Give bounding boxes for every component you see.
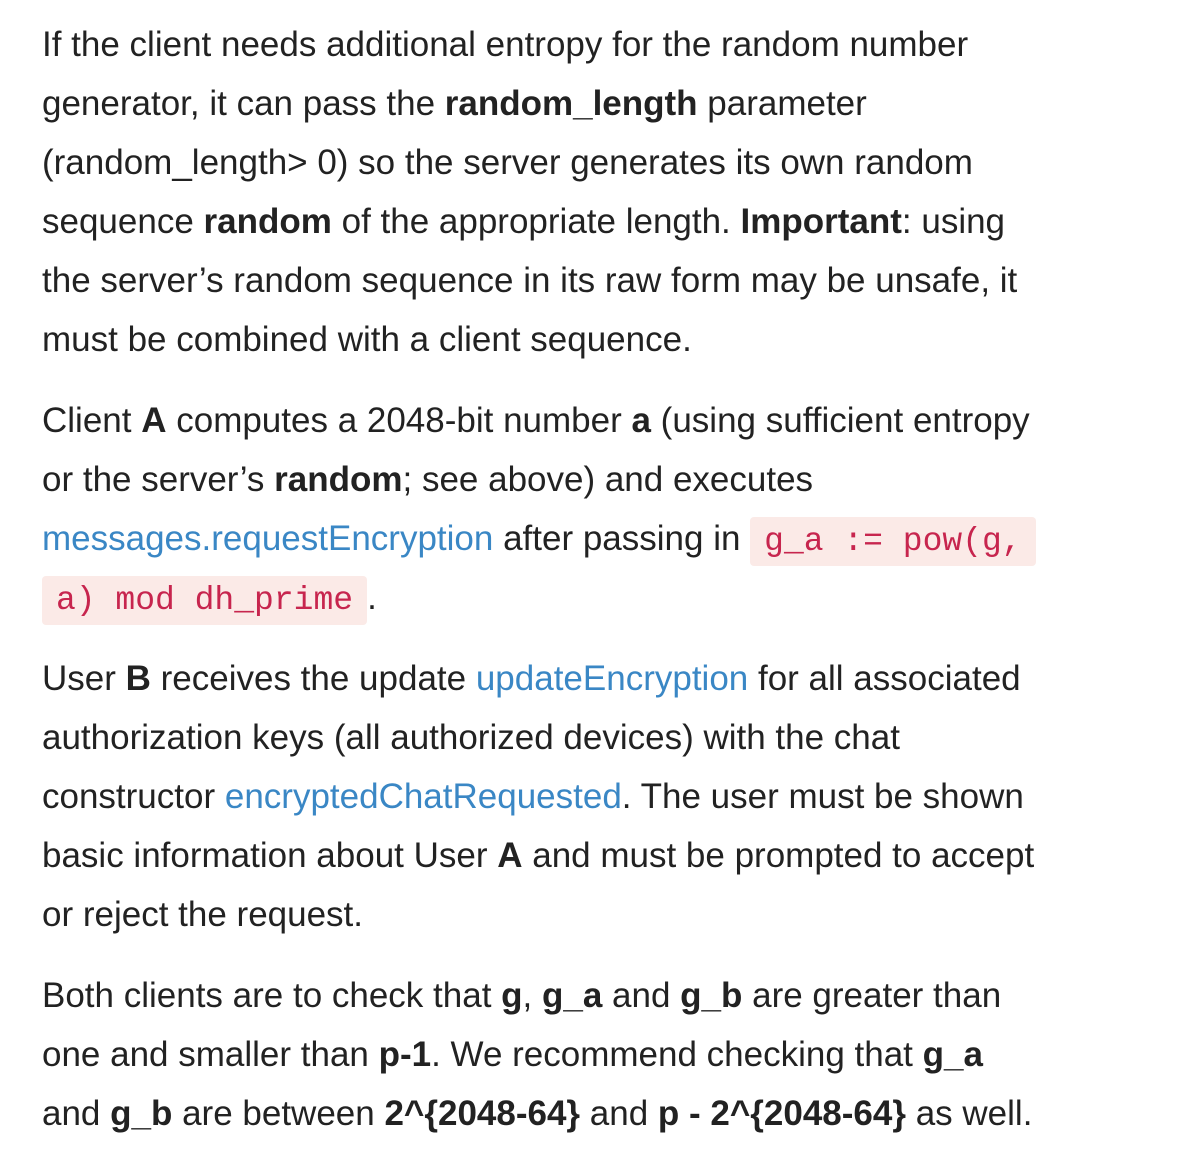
text-run: one and smaller than bbox=[42, 1035, 379, 1074]
bold-server-random: random bbox=[274, 460, 403, 499]
code-g-a-part2: a) mod dh_prime bbox=[42, 576, 367, 625]
text-run: and bbox=[580, 1094, 658, 1133]
text-line bbox=[42, 568, 1182, 627]
text-line bbox=[42, 192, 1182, 251]
link-messages-request-encryption[interactable]: messages.requestEncryption bbox=[42, 519, 494, 558]
code-g-a-part1: g_a := pow(g, bbox=[750, 517, 1035, 566]
bold-client-a: A bbox=[141, 401, 167, 440]
text-line bbox=[42, 649, 1182, 708]
text-line bbox=[42, 826, 1182, 885]
text-line bbox=[42, 708, 1182, 767]
bold-user-b: B bbox=[125, 659, 151, 698]
bold-number-a: a bbox=[631, 401, 651, 440]
text-run: for all associated bbox=[748, 659, 1021, 698]
text-run: authorization keys (all authorized devices) with the chat bbox=[42, 718, 900, 757]
text-line bbox=[42, 310, 1182, 369]
text-run: . We recommend checking that bbox=[431, 1035, 923, 1074]
text-run: basic information about User bbox=[42, 836, 498, 875]
text-run: If the client needs additional entropy for the random number bbox=[42, 25, 969, 64]
paragraph-checks bbox=[42, 966, 1182, 1143]
text-run: : using bbox=[901, 202, 1006, 241]
text-line bbox=[42, 767, 1182, 826]
text-run: (using sufficient entropy bbox=[650, 401, 1030, 440]
link-encrypted-chat-requested[interactable]: encryptedChatRequested bbox=[224, 777, 622, 816]
text-run: parameter bbox=[697, 84, 867, 123]
text-line bbox=[42, 15, 1182, 74]
text-line bbox=[42, 251, 1182, 310]
text-run: receives the update bbox=[150, 659, 476, 698]
text-run: and bbox=[602, 976, 681, 1015]
paragraph-user-b bbox=[42, 649, 1182, 944]
text-run: and bbox=[42, 1094, 111, 1133]
text-line bbox=[42, 133, 1182, 192]
text-run: (random_length> 0) so the server generates its own random bbox=[42, 143, 973, 182]
text-run: ; see above) and executes bbox=[402, 460, 814, 499]
text-run: and must be prompted to accept bbox=[522, 836, 1035, 875]
text-run: Client bbox=[42, 401, 142, 440]
text-run: or reject the request. bbox=[42, 895, 363, 934]
bold-g: g bbox=[501, 976, 523, 1015]
text-line bbox=[42, 450, 1182, 509]
text-line bbox=[42, 1084, 1182, 1143]
text-line bbox=[42, 966, 1182, 1025]
paragraph-client-a bbox=[42, 391, 1182, 627]
document-body bbox=[42, 15, 1182, 1165]
paragraph-random-length bbox=[42, 15, 1182, 369]
text-run: User bbox=[42, 659, 126, 698]
text-run: computes a 2048-bit number bbox=[166, 401, 632, 440]
text-line bbox=[42, 74, 1182, 133]
text-run: are between bbox=[172, 1094, 385, 1133]
bold-important: Important bbox=[740, 202, 902, 241]
bold-random: random bbox=[203, 202, 332, 241]
text-run: , bbox=[522, 976, 542, 1015]
text-run: sequence bbox=[42, 202, 204, 241]
bold-g-b-2: g_b bbox=[110, 1094, 173, 1133]
text-run: Both clients are to check that bbox=[42, 976, 502, 1015]
text-run: . The user must be shown bbox=[621, 777, 1024, 816]
text-run: of the appropriate length. bbox=[331, 202, 741, 241]
bold-user-a: A bbox=[497, 836, 523, 875]
text-run: . bbox=[367, 578, 377, 617]
text-run: as well. bbox=[905, 1094, 1033, 1133]
text-run: are greater than bbox=[742, 976, 1002, 1015]
text-run: after passing in bbox=[493, 519, 751, 558]
text-line bbox=[42, 885, 1182, 944]
bold-upper-bound: p - 2^{2048-64} bbox=[657, 1094, 906, 1133]
text-run: or the server’s bbox=[42, 460, 275, 499]
text-run: constructor bbox=[42, 777, 225, 816]
bold-lower-bound: 2^{2048-64} bbox=[384, 1094, 581, 1133]
text-run: the server’s random sequence in its raw form may be unsafe, it bbox=[42, 261, 1018, 300]
text-line bbox=[42, 1025, 1182, 1084]
text-run: must be combined with a client sequence. bbox=[42, 320, 692, 359]
bold-g-b: g_b bbox=[680, 976, 743, 1015]
bold-g-a-2: g_a bbox=[922, 1035, 983, 1074]
text-line bbox=[42, 509, 1182, 568]
text-line bbox=[42, 391, 1182, 450]
bold-p-minus-1: p-1 bbox=[378, 1035, 432, 1074]
bold-random-length: random_length bbox=[444, 84, 698, 123]
text-run: generator, it can pass the bbox=[42, 84, 445, 123]
link-update-encryption[interactable]: updateEncryption bbox=[475, 659, 749, 698]
bold-g-a: g_a bbox=[541, 976, 603, 1015]
